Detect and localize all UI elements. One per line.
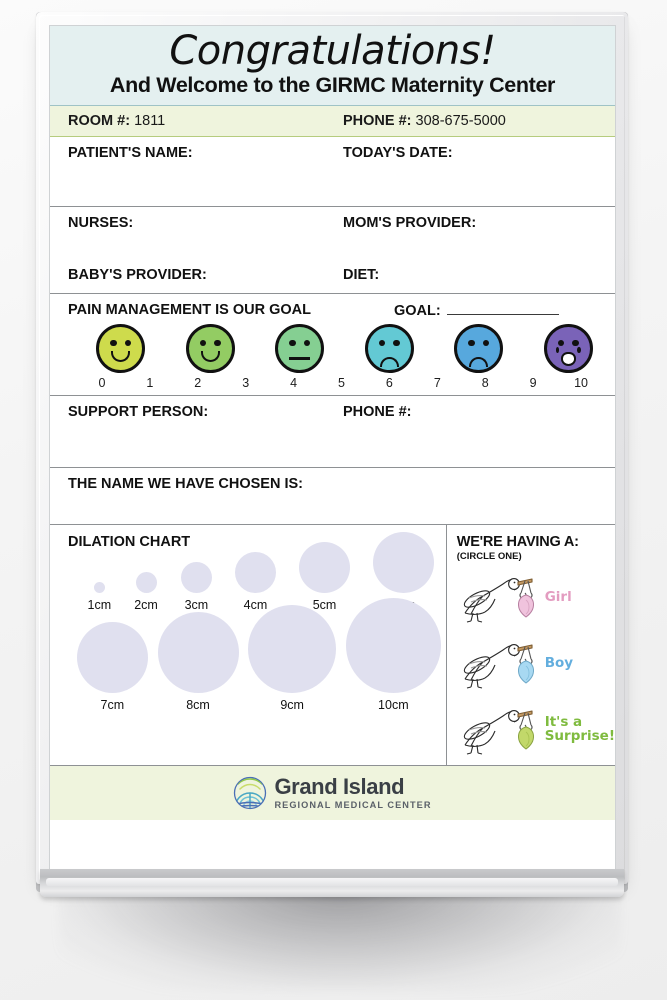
dilation-item-4cm	[235, 552, 276, 612]
pain-header-row	[68, 302, 615, 319]
congratulations-title: Congratulations!	[169, 28, 496, 74]
whiteboard-face	[49, 25, 616, 872]
dilation-item-1cm	[88, 582, 112, 612]
dilation-circle	[181, 562, 212, 593]
moms-provider-label: MOM'S PROVIDER:	[343, 214, 477, 231]
support-phone-label: PHONE #:	[343, 403, 412, 420]
eye-icon	[125, 340, 132, 347]
dilation-label: 1cm	[87, 597, 112, 612]
support-person-label: SUPPORT PERSON:	[68, 403, 209, 420]
dilation-item-3cm	[181, 562, 212, 612]
eye-icon	[289, 340, 296, 347]
support-person-row[interactable]	[50, 396, 615, 468]
pain-face-4[interactable]	[275, 324, 324, 373]
dilation-circle	[248, 605, 336, 693]
stork-icon	[457, 633, 543, 693]
eye-icon	[558, 340, 565, 347]
nurses-label: NURSES:	[68, 214, 134, 231]
babys-provider-label: BABY'S PROVIDER:	[68, 266, 207, 283]
pain-face-8[interactable]	[454, 324, 503, 373]
board-footer	[50, 766, 615, 820]
diet-label: DIET:	[343, 266, 380, 283]
eye-icon	[468, 340, 475, 347]
scale-number: 10	[574, 375, 588, 390]
were-having-a-title: WE'RE HAVING A:	[456, 533, 579, 550]
dilation-item-10cm	[346, 598, 441, 712]
smile-mouth-icon	[201, 351, 220, 362]
tear-icon	[556, 347, 560, 353]
grand-island-logo-icon	[233, 776, 267, 810]
pain-goal-field[interactable]	[394, 302, 559, 319]
patients-name-label: PATIENT'S NAME:	[68, 144, 193, 161]
dilation-item-5cm	[299, 542, 350, 612]
pain-face-10[interactable]	[544, 324, 593, 373]
dilation-item-7cm	[77, 622, 148, 712]
chosen-name-row[interactable]	[50, 468, 615, 525]
scale-number: 8	[481, 375, 489, 390]
phone-field	[343, 113, 506, 129]
whiteboard-frame	[36, 12, 628, 884]
dilation-label: 8cm	[186, 697, 210, 712]
dilation-circle	[94, 582, 105, 593]
dilation-item-8cm	[158, 612, 239, 712]
dilation-circle	[77, 622, 148, 693]
scale-number: 5	[338, 375, 345, 390]
scale-number: 9	[529, 375, 537, 390]
eye-icon	[483, 340, 490, 347]
logo-name: Grand Island	[274, 773, 405, 799]
scale-number: 4	[290, 375, 298, 390]
eye-icon	[214, 340, 221, 347]
scale-number: 7	[433, 375, 441, 390]
flat-mouth-icon	[289, 357, 310, 360]
eye-icon	[379, 340, 386, 347]
pain-number-scale	[78, 376, 605, 390]
dilation-label: 2cm	[134, 597, 158, 612]
choice-surprise[interactable]	[457, 698, 615, 760]
goal-label: GOAL:	[394, 302, 441, 319]
logo-wordmark	[274, 773, 432, 810]
marker-tray	[40, 869, 624, 897]
dilation-circle	[235, 552, 276, 593]
eye-icon	[572, 340, 579, 347]
stork-icon	[457, 699, 543, 759]
pain-face-6[interactable]	[365, 324, 414, 373]
room-value: 1811	[134, 112, 166, 129]
todays-date-label: TODAY'S DATE:	[343, 144, 453, 161]
room-label: ROOM #:	[68, 112, 131, 129]
dilation-chart-section	[50, 525, 447, 765]
pain-face-2[interactable]	[186, 324, 235, 373]
pain-management-title: PAIN MANAGEMENT IS OUR GOAL	[68, 301, 312, 318]
room-field	[68, 113, 343, 129]
phone-value: 308-675-5000	[415, 112, 506, 129]
board-header	[50, 26, 615, 106]
dilation-circle	[158, 612, 239, 693]
dilation-circle	[299, 542, 350, 593]
dilation-chart-title: DILATION CHART	[68, 533, 191, 550]
stork-icon	[457, 567, 543, 627]
bottom-split	[50, 525, 615, 766]
were-having-a-section	[447, 525, 615, 765]
pain-face-0[interactable]	[96, 324, 145, 373]
scale-number: 3	[242, 375, 250, 390]
dilation-label: 5cm	[312, 597, 337, 612]
eye-icon	[200, 340, 207, 347]
dilation-label: 9cm	[280, 697, 304, 712]
choice-surprise-label: It's a Surprise!	[544, 713, 615, 744]
dilation-label: 10cm	[378, 697, 409, 712]
dilation-item-2cm	[134, 572, 158, 612]
dilation-item-9cm	[248, 605, 336, 712]
choice-boy-label: Boy	[544, 654, 574, 671]
scale-number: 1	[146, 375, 154, 390]
crying-mouth-icon	[561, 352, 576, 366]
dilation-label: 4cm	[243, 597, 268, 612]
eye-icon	[393, 340, 400, 347]
scale-number: 0	[98, 375, 106, 390]
frown-mouth-icon	[380, 357, 399, 367]
goal-blank-line[interactable]	[447, 302, 559, 315]
logo-tagline: REGIONAL MEDICAL CENTER	[274, 799, 432, 810]
choice-girl-label: Girl	[544, 588, 572, 605]
scale-number: 2	[194, 375, 202, 390]
scale-number: 6	[385, 375, 393, 390]
phone-label: PHONE #:	[343, 112, 412, 129]
choice-boy[interactable]	[457, 632, 615, 694]
tear-icon	[577, 347, 581, 353]
choice-girl[interactable]	[457, 566, 615, 628]
welcome-subtitle: And Welcome to the GIRMC Maternity Center	[109, 73, 556, 98]
chosen-name-label: THE NAME WE HAVE CHOSEN IS:	[68, 475, 303, 492]
pain-face-scale	[96, 324, 593, 373]
dilation-circle	[136, 572, 157, 593]
circle-one-subtitle: (CIRCLE ONE)	[456, 550, 522, 562]
dilation-row-2	[68, 624, 446, 712]
eye-icon	[304, 340, 311, 347]
dilation-circle	[373, 532, 434, 593]
dilation-circle	[346, 598, 441, 693]
frown-mouth-icon	[469, 357, 488, 367]
eye-icon	[110, 340, 117, 347]
dilation-label: 3cm	[184, 597, 209, 612]
smile-mouth-icon	[111, 351, 130, 362]
providers-row[interactable]	[50, 207, 615, 294]
room-phone-row	[50, 106, 615, 137]
pain-management-section	[50, 294, 615, 396]
patient-date-row[interactable]	[50, 137, 615, 207]
dilation-label: 7cm	[100, 697, 125, 712]
